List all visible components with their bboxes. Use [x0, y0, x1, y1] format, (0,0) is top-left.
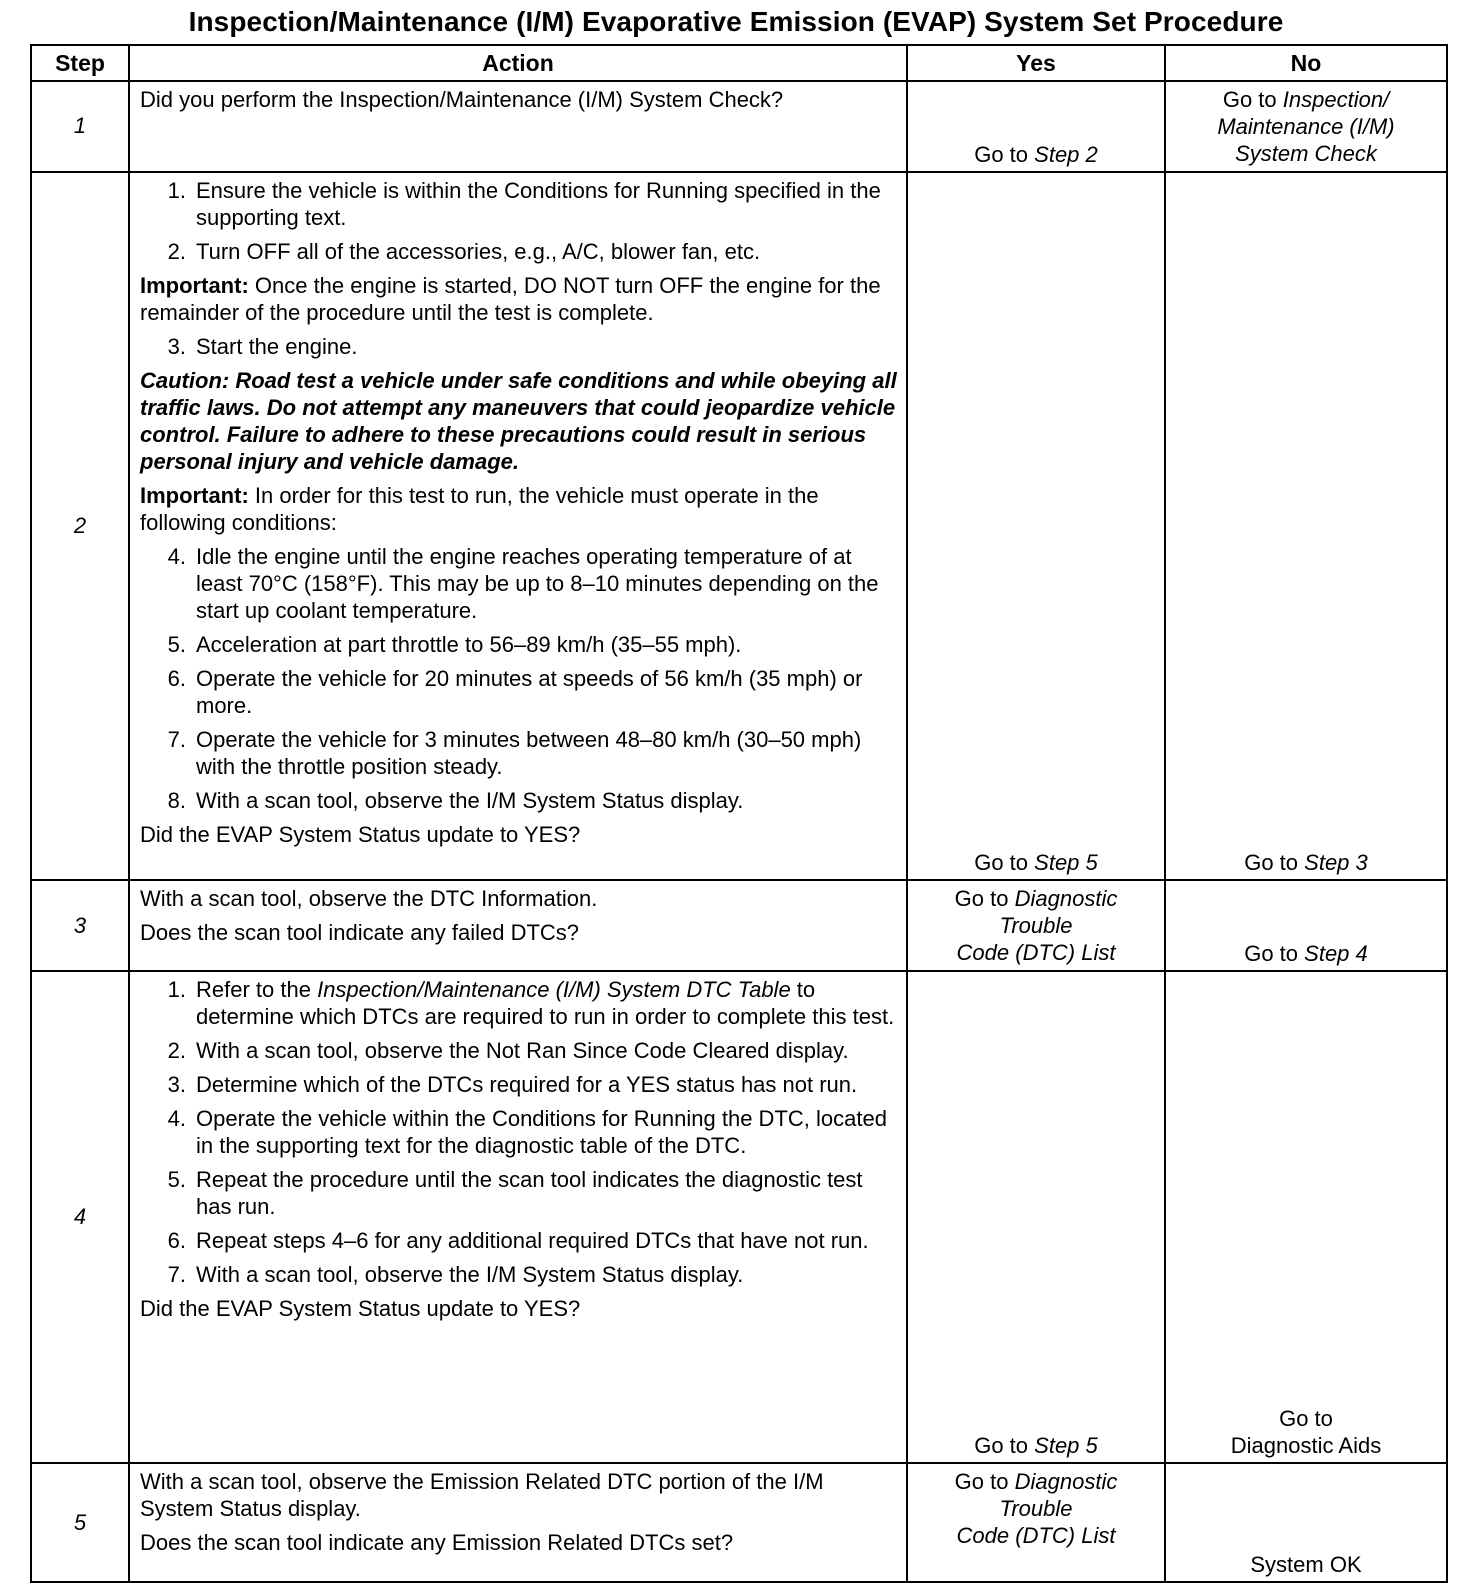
step-number: 3 — [31, 880, 129, 970]
list-item — [140, 1037, 898, 1064]
yes-target-line: Trouble — [999, 913, 1073, 939]
list-text: Ensure the vehicle is within the Conditions for Running specified in the supporting text. — [196, 177, 881, 230]
go-to-label: Go to — [954, 1469, 1009, 1495]
list-item — [140, 665, 898, 719]
yes-target: Step 2 — [1034, 141, 1098, 167]
procedure-table — [30, 44, 1448, 1583]
list-text: With a scan tool, observe the I/M System Status display. — [196, 787, 744, 813]
list-item — [140, 1105, 898, 1159]
header-no: No — [1165, 45, 1447, 81]
list-number: 1. — [167, 976, 186, 1002]
yes-cell — [907, 81, 1165, 171]
question-text: Did the EVAP System Status update to YES? — [140, 821, 581, 847]
no-cell — [1165, 880, 1447, 970]
no-target: Step 4 — [1304, 940, 1368, 966]
yes-target: Step 5 — [1034, 850, 1098, 876]
no-target-line: Maintenance (I/M) — [1217, 114, 1395, 140]
header-action: Action — [129, 45, 907, 81]
yes-cell — [907, 971, 1165, 1464]
list-number: 7. — [167, 1261, 186, 1287]
go-to-label: Go to — [1244, 850, 1299, 876]
list-text — [196, 976, 898, 1030]
list-item — [140, 1261, 898, 1288]
no-target-line: Inspection/ — [1282, 87, 1390, 113]
yes-cell — [907, 880, 1165, 970]
list-number: 7. — [167, 726, 186, 752]
no-result: System OK — [1250, 1552, 1362, 1577]
no-target-line: Diagnostic Aids — [1230, 1433, 1382, 1459]
list-text: Acceleration at part throttle to 56–89 km/h (35–55 mph). — [196, 631, 742, 657]
yes-target-line: Diagnostic — [1014, 1469, 1118, 1495]
step-number: 5 — [31, 1463, 129, 1582]
action-cell — [129, 1463, 907, 1582]
no-target-line: Go to — [1279, 1406, 1333, 1432]
go-to-label: Go to — [974, 1433, 1029, 1459]
action-cell — [129, 880, 907, 970]
list-text: With a scan tool, observe the I/M System Status display. — [196, 1261, 744, 1287]
table-row — [31, 880, 1447, 970]
important-label: Important: — [140, 272, 249, 298]
step-number: 1 — [31, 81, 129, 171]
list-number: 3. — [167, 333, 186, 359]
header-step: Step — [31, 45, 129, 81]
list-text: Operate the vehicle for 3 minutes between 48–80 km/h (30–50 mph) with the throttle position steady. — [196, 726, 862, 779]
action-text: With a scan tool, observe the Emission Related DTC portion of the I/M System Status display. — [140, 1469, 824, 1522]
no-cell — [1165, 172, 1447, 881]
step-number: 4 — [31, 971, 129, 1464]
list-number: 5. — [167, 631, 186, 657]
list-item — [140, 1071, 898, 1098]
yes-target-line: Trouble — [999, 1496, 1073, 1522]
table-row — [31, 81, 1447, 171]
question-text: Does the scan tool indicate any failed DTCs? — [140, 920, 580, 946]
list-number: 1. — [167, 177, 186, 203]
yes-cell — [907, 172, 1165, 881]
go-to-label: Go to — [954, 886, 1009, 912]
yes-target-line: Diagnostic — [1014, 886, 1118, 912]
no-cell — [1165, 81, 1447, 171]
list-text: Determine which of the DTCs required for a YES status has not run. — [196, 1071, 858, 1097]
step-number: 2 — [31, 172, 129, 881]
list-item — [140, 787, 898, 814]
list-item — [140, 177, 898, 231]
list-item — [140, 726, 898, 780]
list-text: Repeat steps 4–6 for any additional required DTCs that have not run. — [196, 1227, 869, 1253]
list-number: 3. — [167, 1071, 186, 1097]
list-text: Operate the vehicle for 20 minutes at speeds of 56 km/h (35 mph) or more. — [196, 665, 863, 718]
important-text: Once the engine is started, DO NOT turn OFF the engine for the remainder of the procedure until the test is complete. — [140, 272, 881, 325]
question-text: Does the scan tool indicate any Emission Related DTCs set? — [140, 1530, 734, 1556]
go-to-label: Go to — [1244, 940, 1299, 966]
page-title: Inspection/Maintenance (I/M) Evaporative Emission (EVAP) System Set Procedure — [188, 6, 1284, 37]
table-row — [31, 1463, 1447, 1582]
action-cell — [129, 81, 907, 171]
list-item — [140, 976, 898, 1030]
list-text-part: Refer to the — [196, 976, 318, 1002]
list-number: 4. — [167, 543, 186, 569]
list-number: 6. — [167, 1227, 186, 1253]
list-number: 2. — [167, 238, 186, 264]
list-item — [140, 543, 898, 624]
list-text: Repeat the procedure until the scan tool indicates the diagnostic test has run. — [196, 1166, 863, 1219]
no-cell — [1165, 971, 1447, 1464]
question-text: Did the EVAP System Status update to YES? — [140, 1295, 581, 1321]
yes-target-line: Code (DTC) List — [956, 1523, 1116, 1549]
list-number: 5. — [167, 1166, 186, 1192]
list-text: Operate the vehicle within the Conditions for Running the DTC, located in the supporting text for the diagnostic table of the DTC. — [196, 1105, 887, 1158]
action-text: Did you perform the Inspection/Maintenance (I/M) System Check? — [140, 87, 784, 113]
table-row — [31, 971, 1447, 1464]
list-text: Turn OFF all of the accessories, e.g., A/C, blower fan, etc. — [196, 238, 761, 264]
yes-cell — [907, 1463, 1165, 1582]
table-header-row — [31, 45, 1447, 81]
list-number: 6. — [167, 665, 186, 691]
list-text-part: to determine which DTCs are required to run in order to complete this test. — [196, 976, 895, 1029]
go-to-label: Go to — [974, 141, 1029, 167]
table-row — [31, 172, 1447, 881]
yes-target-line: Code (DTC) List — [956, 940, 1116, 966]
list-text: Start the engine. — [196, 333, 358, 359]
no-cell — [1165, 1463, 1447, 1582]
no-target: Step 3 — [1304, 850, 1368, 876]
list-number: 4. — [167, 1105, 186, 1131]
list-item — [140, 238, 898, 265]
list-item — [140, 631, 898, 658]
important-note — [140, 272, 898, 326]
list-text: With a scan tool, observe the Not Ran Since Code Cleared display. — [196, 1037, 849, 1063]
list-number: 2. — [167, 1037, 186, 1063]
list-item — [140, 1227, 898, 1254]
important-label: Important: — [140, 482, 249, 508]
go-to-label: Go to — [974, 850, 1029, 876]
go-to-label: Go to — [1222, 87, 1277, 113]
action-cell — [129, 172, 907, 881]
list-text: Idle the engine until the engine reaches operating temperature of at least 70°C (158°F). This may be up to 8–10 minutes depending on the start up coolant temperature. — [196, 543, 879, 623]
caution-note: Caution: Road test a vehicle under safe conditions and while obeying all traffic laws. Do not attempt any maneuvers that could jeopardize vehicle control. Failure to adhere to these precautions could result in serious personal injury and vehicle damage. — [140, 367, 897, 474]
action-text: With a scan tool, observe the DTC Information. — [140, 886, 598, 912]
dtc-table-reference: Inspection/Maintenance (I/M) System DTC Table — [317, 976, 791, 1002]
list-number: 8. — [167, 787, 186, 813]
important-text: In order for this test to run, the vehicle must operate in the following conditions: — [140, 482, 819, 535]
yes-target: Step 5 — [1034, 1433, 1098, 1459]
list-item — [140, 333, 898, 360]
important-note — [140, 482, 898, 536]
header-yes: Yes — [907, 45, 1165, 81]
action-cell — [129, 971, 907, 1464]
no-target-line: System Check — [1235, 141, 1377, 167]
list-item — [140, 1166, 898, 1220]
